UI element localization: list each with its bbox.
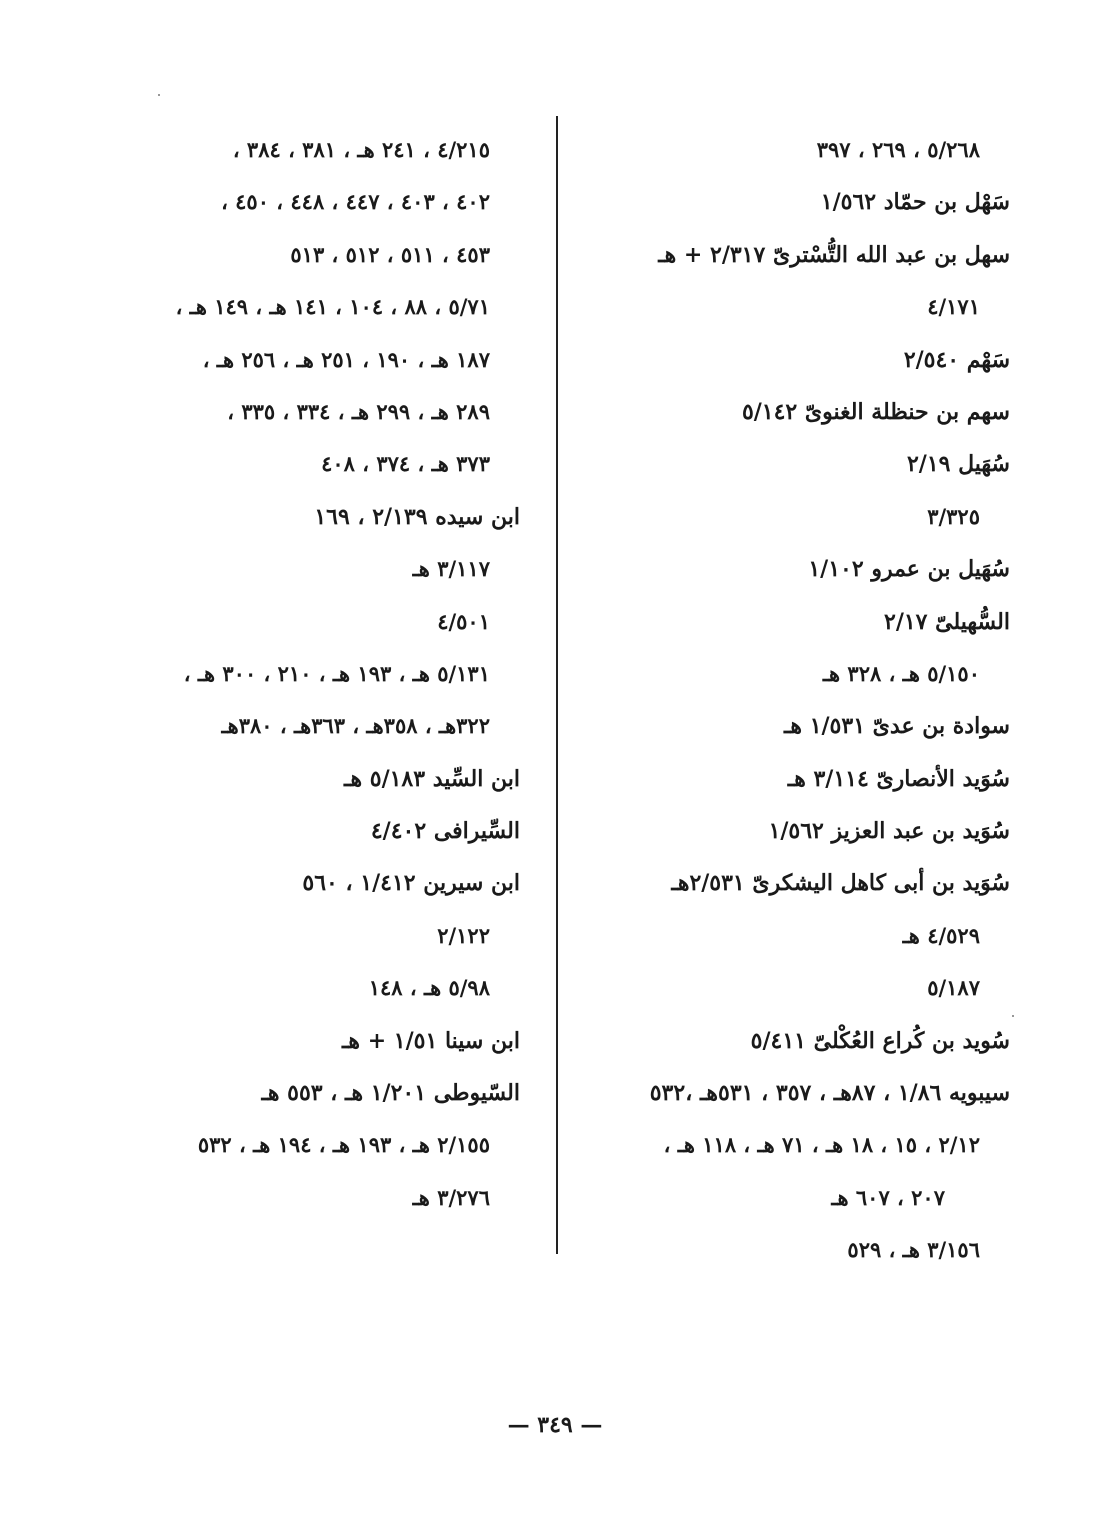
index-entry: سَهْم ٢/٥٤٠ bbox=[903, 346, 1010, 373]
page-number: — ٣٤٩ — bbox=[507, 1412, 603, 1438]
index-entry: سهل بن عبد الله التُّسْترىّ ٢/٣١٧ + هـ bbox=[658, 241, 1010, 268]
index-entry: سهم بن حنظلة الغنوىّ ٥/١٤٢ bbox=[741, 398, 1010, 425]
index-line: ١٨٧ هـ ، ١٩٠ ، ٢٥١ هـ ، ٢٥٦ هـ ، bbox=[202, 346, 490, 372]
index-line: ٤/٥٠١ bbox=[437, 608, 490, 634]
index-entry: سُهَيل بن عمرو ١/١٠٢ bbox=[808, 556, 1010, 583]
index-line: ٥/٧١ ، ٨٨ ، ١٠٤ ، ١٤١ هـ ، ١٤٩ هـ ، bbox=[175, 294, 490, 320]
index-line: ٣/١٥٦ هـ ، ٥٢٩ bbox=[847, 1237, 980, 1263]
index-line: ٤٥٣ ، ٥١١ ، ٥١٢ ، ٥١٣ bbox=[290, 241, 490, 267]
index-line: ٢/١٢ ، ١٥ ، ١٨ هـ ، ٧١ هـ ، ١١٨ هـ ، bbox=[663, 1132, 980, 1158]
index-line: ٢/١٥٥ هـ ، ١٩٣ هـ ، ١٩٤ هـ ، ٥٣٢ bbox=[197, 1132, 490, 1158]
index-line: ٢٨٩ هـ ، ٢٩٩ هـ ، ٣٣٤ ، ٣٣٥ ، bbox=[227, 398, 490, 424]
index-entry: سَهْل بن حمّاد ١/٥٦٢ bbox=[820, 189, 1010, 216]
index-line: ٣/١١٧ هـ bbox=[412, 556, 490, 582]
index-entry: سيبويه ١/٨٦ ، ٨٧هـ ، ٣٥٧ ، ٥٣١هـ ،٥٣٢ bbox=[649, 1080, 1010, 1107]
index-line: ٢/١٢٢ bbox=[437, 922, 490, 948]
index-entry: ابن سيده ٢/١٣٩ ، ١٦٩ bbox=[314, 503, 520, 530]
index-line: ٥/١٨٧ bbox=[927, 975, 980, 1001]
index-entry: سُويد بن كُراع العُكْلىّ ٥/٤١١ bbox=[750, 1027, 1010, 1054]
index-line: ٣/٣٢٥ bbox=[927, 503, 980, 529]
index-line: ٤/٥٢٩ هـ bbox=[902, 922, 980, 948]
index-entry: ابن السِّيد ٥/١٨٣ هـ bbox=[344, 765, 520, 792]
index-entry: السِّيرافى ٤/٤٠٢ bbox=[370, 818, 520, 845]
index-entry: السّيوطى ١/٢٠١ هـ ، ٥٥٣ هـ bbox=[261, 1080, 520, 1107]
index-line: ٢٠٧ ، ٦٠٧ هـ bbox=[831, 1184, 945, 1210]
speck bbox=[1012, 1015, 1014, 1017]
index-entry: سوادة بن عدىّ ١/٥٣١ هـ bbox=[783, 713, 1010, 740]
index-line: ٣٧٣ هـ ، ٣٧٤ ، ٤٠٨ bbox=[321, 451, 490, 477]
index-entry: سُوَيد الأنصارىّ ٣/١١٤ هـ bbox=[787, 765, 1010, 792]
index-line: ٥/١٣١ هـ ، ١٩٣ هـ ، ٢١٠ ، ٣٠٠ هـ ، bbox=[183, 660, 490, 686]
index-line: ٤/٢١٥ ، ٢٤١ هـ ، ٣٨١ ، ٣٨٤ ، bbox=[232, 137, 490, 162]
index-line: ٥/١٥٠ هـ ، ٣٢٨ هـ bbox=[822, 660, 980, 686]
index-line: ٥/٢٦٨ ، ٢٦٩ ، ٣٩٧ bbox=[816, 137, 980, 162]
index-line: ٣٢٢هـ ، ٣٥٨هـ ، ٣٦٣هـ ، ٣٨٠هـ bbox=[221, 713, 490, 739]
index-entry: سُوَيد بن أبى كاهل اليشكرىّ ٢/٥٣١هـ bbox=[671, 870, 1010, 897]
index-line: ٥/٩٨ هـ ، ١٤٨ bbox=[368, 975, 490, 1001]
column-divider bbox=[556, 116, 558, 1254]
index-entry: ابن سيرين ١/٤١٢ ، ٥٦٠ bbox=[302, 870, 520, 897]
index-entry: سُوَيد بن عبد العزيز ١/٥٦٢ bbox=[768, 818, 1010, 845]
index-entry: سُهَيل ٢/١٩ bbox=[906, 451, 1010, 478]
index-entry: ابن سينا ١/٥١ + هـ bbox=[341, 1027, 520, 1054]
index-line: ٣/٢٧٦ هـ bbox=[412, 1184, 490, 1210]
index-column-left bbox=[95, 124, 520, 1224]
speck bbox=[158, 94, 160, 96]
index-column-right bbox=[580, 124, 1010, 1277]
index-entry: السُّهيلىّ ٢/١٧ bbox=[884, 608, 1010, 635]
index-line: ٤٠٢ ، ٤٠٣ ، ٤٤٧ ، ٤٤٨ ، ٤٥٠ ، bbox=[221, 189, 490, 215]
index-line: ٤/١٧١ bbox=[927, 294, 980, 320]
